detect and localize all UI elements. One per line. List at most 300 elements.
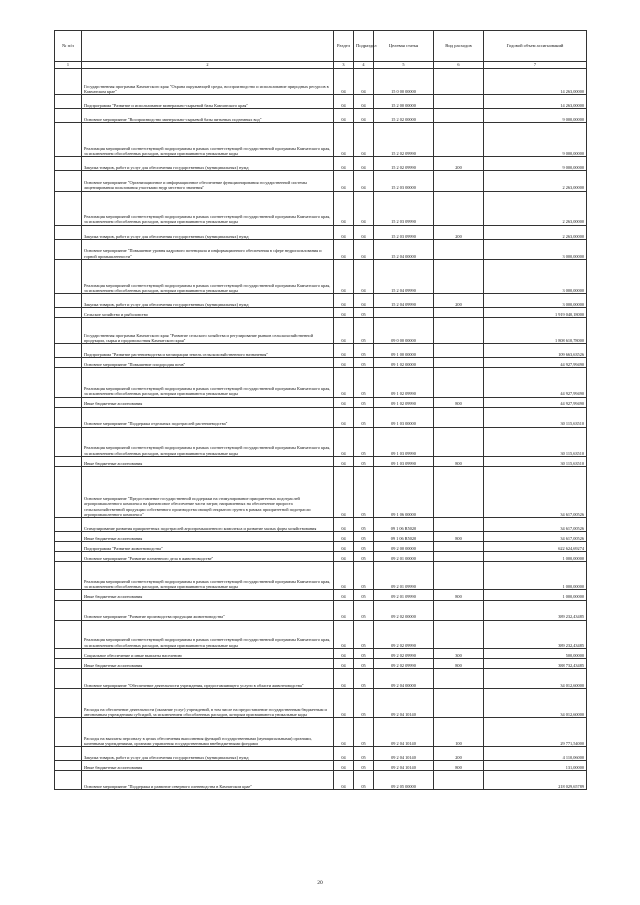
- row-razdel-cell: 04: [334, 668, 354, 688]
- table-row: [55, 456, 587, 466]
- row-number-cell: [55, 532, 82, 542]
- row-target-article-cell: 15 2 04 09990: [374, 259, 434, 293]
- header-razdel: Раздел: [334, 31, 354, 62]
- row-expense-type-cell: [434, 407, 484, 427]
- row-expense-type-cell: [434, 542, 484, 552]
- row-podrazdel-cell: 05: [354, 308, 374, 318]
- row-podrazdel-cell: 05: [354, 318, 374, 344]
- column-index: 3: [334, 62, 354, 69]
- row-name-cell: Иные бюджетные ассигнования: [82, 532, 334, 542]
- row-expense-type-cell: [434, 95, 484, 109]
- row-razdel-cell: 04: [334, 590, 354, 600]
- row-name-cell: Иные бюджетные ассигнования: [82, 761, 334, 771]
- row-annual-total-cell: 388 732,43485: [484, 658, 587, 668]
- row-podrazdel-cell: 05: [354, 761, 374, 771]
- row-razdel-cell: 04: [334, 427, 354, 456]
- row-name-cell: Государственная программа Камчатского края "Охрана окружающей среды, воспроизводство и использование природных ресурсов в Камчатском крае": [82, 69, 334, 95]
- row-target-article-cell: 09 2 05 00000: [374, 771, 434, 790]
- row-expense-type-cell: 200: [434, 747, 484, 761]
- table-row: [55, 761, 587, 771]
- row-podrazdel-cell: 05: [354, 747, 374, 761]
- row-number-cell: [55, 407, 82, 427]
- row-number-cell: [55, 771, 82, 790]
- row-podrazdel-cell: 05: [354, 358, 374, 368]
- row-name-cell: Основное мероприятие "Предоставление государственной поддержки на стимулирование приоритетных подотраслей агропромышленного комплекса на финансовое обеспечение части затрат, направленных на обеспечение прироста сельскохозяйственной продукции собственного производства овощей открытого грунта в рамках приоритетной подотрасли агропромышленного комплекса": [82, 466, 334, 517]
- row-number-cell: [55, 293, 82, 307]
- row-number-cell: [55, 620, 82, 648]
- row-target-article-cell: 15 2 04 00000: [374, 239, 434, 259]
- row-podrazdel-cell: 05: [354, 648, 374, 658]
- row-razdel-cell: 04: [334, 318, 354, 344]
- row-number-cell: [55, 344, 82, 358]
- row-name-cell: Иные бюджетные ассигнования: [82, 456, 334, 466]
- row-name-cell: Закупка товаров, работ и услуг для обеспечения государственных (муниципальных) нужд: [82, 225, 334, 239]
- row-name-cell: Иные бюджетные ассигнования: [82, 658, 334, 668]
- row-target-article-cell: 15 2 00 00000: [374, 95, 434, 109]
- row-podrazdel-cell: 05: [354, 668, 374, 688]
- row-number-cell: [55, 466, 82, 517]
- row-expense-type-cell: 800: [434, 456, 484, 466]
- table-row: [55, 668, 587, 688]
- row-razdel-cell: 04: [334, 689, 354, 718]
- column-index: 2: [82, 62, 334, 69]
- row-target-article-cell: 09 2 04 10140: [374, 689, 434, 718]
- row-expense-type-cell: 200: [434, 293, 484, 307]
- row-name-cell: Расходы на обеспечение деятельности (оказание услуг) учреждений, в том числе на предоставление государственным бюджетным и автономным учреждениям субсидий, за исключением обособленных расходов, которым присваиваются уникальные коды: [82, 689, 334, 718]
- row-number-cell: [55, 562, 82, 590]
- row-podrazdel-cell: 05: [354, 517, 374, 531]
- table-row: [55, 368, 587, 397]
- row-annual-total-cell: 389 232,43485: [484, 620, 587, 648]
- row-number-cell: [55, 95, 82, 109]
- row-expense-type-cell: [434, 69, 484, 95]
- table-row: [55, 95, 587, 109]
- row-name-cell: Основное мероприятие "Повышение уровня кадрового потенциала и информационного обеспечения в сфере недропользования и горной промышленности": [82, 239, 334, 259]
- table-row: [55, 171, 587, 191]
- row-razdel-cell: 04: [334, 95, 354, 109]
- row-target-article-cell: 15 2 02 09990: [374, 157, 434, 171]
- table-row: [55, 308, 587, 318]
- table-row: [55, 718, 587, 747]
- row-target-article-cell: 15 2 02 09990: [374, 123, 434, 157]
- row-podrazdel-cell: 05: [354, 552, 374, 562]
- row-expense-type-cell: 800: [434, 532, 484, 542]
- row-target-article-cell: 09 1 02 09990: [374, 397, 434, 407]
- row-podrazdel-cell: 05: [354, 466, 374, 517]
- row-annual-total-cell: 3 000,00000: [484, 259, 587, 293]
- row-podrazdel-cell: 04: [354, 109, 374, 123]
- row-razdel-cell: 04: [334, 308, 354, 318]
- budget-table: [54, 30, 587, 790]
- row-number-cell: [55, 456, 82, 466]
- row-podrazdel-cell: 05: [354, 427, 374, 456]
- table-body: [55, 69, 587, 790]
- row-expense-type-cell: [434, 259, 484, 293]
- table-row: [55, 427, 587, 456]
- row-number-cell: [55, 69, 82, 95]
- row-razdel-cell: 04: [334, 648, 354, 658]
- table-row: [55, 771, 587, 790]
- row-razdel-cell: 04: [334, 718, 354, 747]
- row-number-cell: [55, 542, 82, 552]
- row-razdel-cell: 04: [334, 747, 354, 761]
- row-expense-type-cell: 200: [434, 157, 484, 171]
- row-target-article-cell: 09 1 06 00000: [374, 466, 434, 517]
- row-name-cell: Закупка товаров, работ и услуг для обеспечения государственных (муниципальных) нужд: [82, 747, 334, 761]
- row-razdel-cell: 04: [334, 600, 354, 620]
- row-razdel-cell: 04: [334, 456, 354, 466]
- row-razdel-cell: 04: [334, 69, 354, 95]
- row-annual-total-cell: 34 617,00526: [484, 532, 587, 542]
- row-target-article-cell: 09 2 00 00000: [374, 542, 434, 552]
- row-annual-total-cell: 1 000,00000: [484, 590, 587, 600]
- table-row: [55, 157, 587, 171]
- row-annual-total-cell: 1 919 040,18000: [484, 308, 587, 318]
- row-podrazdel-cell: 04: [354, 157, 374, 171]
- row-razdel-cell: 04: [334, 344, 354, 358]
- row-annual-total-cell: 44 927,99490: [484, 358, 587, 368]
- row-podrazdel-cell: 05: [354, 562, 374, 590]
- row-podrazdel-cell: 04: [354, 171, 374, 191]
- table-row: [55, 747, 587, 761]
- row-podrazdel-cell: 05: [354, 590, 374, 600]
- row-name-cell: Основное мероприятие "Развитие производства продукции животноводства": [82, 600, 334, 620]
- row-name-cell: Реализация мероприятий соответствующей подпрограммы в рамках соответствующей государственной программы Камчатского края, за исключением обособленных расходов, которым присваиваются уникальные коды: [82, 191, 334, 225]
- row-number-cell: [55, 157, 82, 171]
- row-annual-total-cell: 34 617,00526: [484, 517, 587, 531]
- row-razdel-cell: 04: [334, 293, 354, 307]
- row-expense-type-cell: [434, 517, 484, 531]
- row-annual-total-cell: 34 617,00526: [484, 466, 587, 517]
- row-number-cell: [55, 171, 82, 191]
- row-number-cell: [55, 308, 82, 318]
- row-number-cell: [55, 239, 82, 259]
- row-number-cell: [55, 747, 82, 761]
- table-row: [55, 239, 587, 259]
- row-expense-type-cell: [434, 600, 484, 620]
- row-expense-type-cell: [434, 318, 484, 344]
- row-podrazdel-cell: 05: [354, 689, 374, 718]
- row-name-cell: Социальное обеспечение и иные выплаты населению: [82, 648, 334, 658]
- row-number-cell: [55, 552, 82, 562]
- row-razdel-cell: 04: [334, 259, 354, 293]
- table-row: [55, 109, 587, 123]
- row-annual-total-cell: 34 012,60000: [484, 689, 587, 718]
- row-annual-total-cell: 2 263,00000: [484, 171, 587, 191]
- row-number-cell: [55, 259, 82, 293]
- row-target-article-cell: 09 1 03 09990: [374, 456, 434, 466]
- row-razdel-cell: 04: [334, 109, 354, 123]
- row-annual-total-cell: 109 663,63526: [484, 344, 587, 358]
- column-index: 7: [484, 62, 587, 69]
- row-number-cell: [55, 358, 82, 368]
- row-annual-total-cell: 29 771,54000: [484, 718, 587, 747]
- row-podrazdel-cell: 04: [354, 95, 374, 109]
- row-expense-type-cell: 800: [434, 761, 484, 771]
- row-annual-total-cell: 4 110,06000: [484, 747, 587, 761]
- row-expense-type-cell: [434, 109, 484, 123]
- table-row: [55, 590, 587, 600]
- row-annual-total-cell: 1 808 610,78000: [484, 318, 587, 344]
- row-number-cell: [55, 658, 82, 668]
- table-row: [55, 123, 587, 157]
- row-podrazdel-cell: 04: [354, 191, 374, 225]
- row-name-cell: Основное мероприятие "Организационное и информационное обеспечение функционирования государственной системы лицензирования пользования участками недр местного значения": [82, 171, 334, 191]
- row-expense-type-cell: [434, 771, 484, 790]
- row-podrazdel-cell: 05: [354, 456, 374, 466]
- row-expense-type-cell: [434, 191, 484, 225]
- table-row: [55, 689, 587, 718]
- row-name-cell: Основное мероприятие "Обеспечение деятельности учреждения, предоставляющего услуги в области животноводства": [82, 668, 334, 688]
- row-name-cell: Реализация мероприятий соответствующей подпрограммы в рамках соответствующей государственной программы Камчатского края, за исключением обособленных расходов, которым присваиваются уникальные коды: [82, 368, 334, 397]
- row-number-cell: [55, 600, 82, 620]
- row-number-cell: [55, 689, 82, 718]
- table-row: [55, 562, 587, 590]
- row-number-cell: [55, 718, 82, 747]
- table-row: [55, 532, 587, 542]
- row-target-article-cell: 09 2 02 09990: [374, 658, 434, 668]
- row-name-cell: Реализация мероприятий соответствующей подпрограммы в рамках соответствующей государственной программы Камчатского края, за исключением обособленных расходов, которым присваиваются уникальные коды: [82, 427, 334, 456]
- row-podrazdel-cell: 05: [354, 532, 374, 542]
- row-number-cell: [55, 761, 82, 771]
- row-expense-type-cell: [434, 689, 484, 718]
- row-target-article-cell: 09 2 04 10140: [374, 747, 434, 761]
- row-name-cell: Стимулирование развития приоритетных подотраслей агропромышленного комплекса и развитие малых форм хозяйствования: [82, 517, 334, 531]
- table-row: [55, 407, 587, 427]
- header-row: [55, 31, 587, 62]
- row-annual-total-cell: 500,00000: [484, 648, 587, 658]
- row-razdel-cell: 04: [334, 466, 354, 517]
- row-razdel-cell: 04: [334, 239, 354, 259]
- row-podrazdel-cell: 04: [354, 259, 374, 293]
- row-annual-total-cell: 44 927,99490: [484, 368, 587, 397]
- row-name-cell: Подпрограмма "Развитие животноводства": [82, 542, 334, 552]
- row-annual-total-cell: 1 000,00000: [484, 552, 587, 562]
- row-number-cell: [55, 318, 82, 344]
- page-number: 20: [317, 880, 323, 886]
- table-row: [55, 344, 587, 358]
- table-row: [55, 658, 587, 668]
- row-annual-total-cell: 2 263,00000: [484, 191, 587, 225]
- row-razdel-cell: 04: [334, 397, 354, 407]
- table-row: [55, 358, 587, 368]
- row-razdel-cell: 04: [334, 225, 354, 239]
- row-annual-total-cell: 9 000,00000: [484, 123, 587, 157]
- table-row: [55, 648, 587, 658]
- row-annual-total-cell: 14 263,00000: [484, 69, 587, 95]
- row-razdel-cell: 04: [334, 123, 354, 157]
- row-name-cell: Закупка товаров, работ и услуг для обеспечения государственных (муниципальных) нужд: [82, 157, 334, 171]
- row-podrazdel-cell: 04: [354, 225, 374, 239]
- row-annual-total-cell: 2 263,00000: [484, 225, 587, 239]
- row-expense-type-cell: 200: [434, 225, 484, 239]
- row-name-cell: Реализация мероприятий соответствующей подпрограммы в рамках соответствующей государственной программы Камчатского края, за исключением обособленных расходов, которым присваиваются уникальные коды: [82, 259, 334, 293]
- row-podrazdel-cell: 05: [354, 600, 374, 620]
- row-name-cell: Основное мероприятие "Повышение плодородия почв": [82, 358, 334, 368]
- table-row: [55, 466, 587, 517]
- row-name-cell: Реализация мероприятий соответствующей подпрограммы в рамках соответствующей государственной программы Камчатского края, за исключением обособленных расходов, которым присваиваются уникальные коды: [82, 562, 334, 590]
- table-row: [55, 552, 587, 562]
- row-podrazdel-cell: 05: [354, 542, 374, 552]
- row-target-article-cell: 09 0 00 00000: [374, 318, 434, 344]
- table-row: [55, 542, 587, 552]
- row-target-article-cell: 09 1 02 09990: [374, 368, 434, 397]
- row-razdel-cell: 04: [334, 407, 354, 427]
- row-annual-total-cell: 14 263,00000: [484, 95, 587, 109]
- column-index: 1: [55, 62, 82, 69]
- row-expense-type-cell: [434, 123, 484, 157]
- column-index: 4: [354, 62, 374, 69]
- row-podrazdel-cell: 05: [354, 771, 374, 790]
- header-target-article: Целевая статья: [374, 31, 434, 62]
- row-target-article-cell: 09 1 00 00000: [374, 344, 434, 358]
- row-expense-type-cell: [434, 562, 484, 590]
- row-number-cell: [55, 109, 82, 123]
- row-expense-type-cell: 800: [434, 590, 484, 600]
- row-expense-type-cell: [434, 552, 484, 562]
- row-annual-total-cell: 622 624,69274: [484, 542, 587, 552]
- row-number-cell: [55, 397, 82, 407]
- table-row: [55, 293, 587, 307]
- row-podrazdel-cell: 05: [354, 397, 374, 407]
- header-podrazdel: Подраздел: [354, 31, 374, 62]
- row-podrazdel-cell: 04: [354, 239, 374, 259]
- row-name-cell: Государственная программа Камчатского края "Развитие сельского хозяйства и регулирование рынков сельскохозяйственной продукции, сырья и продовольствия Камчатского края": [82, 318, 334, 344]
- row-annual-total-cell: 30 115,63510: [484, 407, 587, 427]
- row-annual-total-cell: 34 012,60000: [484, 668, 587, 688]
- row-annual-total-cell: 218 029,65789: [484, 771, 587, 790]
- row-razdel-cell: 04: [334, 552, 354, 562]
- row-name-cell: Основное мероприятие "Поддержка и развитие северного оленеводства в Камчатском крае": [82, 771, 334, 790]
- row-expense-type-cell: 800: [434, 658, 484, 668]
- row-target-article-cell: 09 2 01 00000: [374, 552, 434, 562]
- row-name-cell: Иные бюджетные ассигнования: [82, 397, 334, 407]
- row-expense-type-cell: [434, 171, 484, 191]
- row-number-cell: [55, 648, 82, 658]
- row-podrazdel-cell: 05: [354, 620, 374, 648]
- row-annual-total-cell: 1 000,00000: [484, 562, 587, 590]
- row-target-article-cell: 09 2 04 10140: [374, 718, 434, 747]
- row-name-cell: Подпрограмма "Развитие и использование минерально-сырьевой базы Камчатского края": [82, 95, 334, 109]
- row-target-article-cell: 09 1 03 00000: [374, 407, 434, 427]
- row-name-cell: Расходы на выплаты персоналу в целях обеспечения выполнения функций государственными (муниципальными) органами, казенными учреждениями, органами управления государственными внебюджетными фондами: [82, 718, 334, 747]
- row-target-article-cell: 09 2 04 10140: [374, 761, 434, 771]
- row-name-cell: Иные бюджетные ассигнования: [82, 590, 334, 600]
- row-number-cell: [55, 668, 82, 688]
- row-razdel-cell: 04: [334, 358, 354, 368]
- row-annual-total-cell: 9 000,00000: [484, 157, 587, 171]
- row-expense-type-cell: [434, 427, 484, 456]
- row-target-article-cell: 09 2 01 09990: [374, 562, 434, 590]
- row-number-cell: [55, 191, 82, 225]
- table-row: [55, 600, 587, 620]
- table-row: [55, 397, 587, 407]
- row-expense-type-cell: [434, 358, 484, 368]
- row-annual-total-cell: 389 232,43485: [484, 600, 587, 620]
- row-annual-total-cell: 30 115,63510: [484, 427, 587, 456]
- row-expense-type-cell: [434, 620, 484, 648]
- row-annual-total-cell: 9 000,00000: [484, 109, 587, 123]
- row-expense-type-cell: [434, 308, 484, 318]
- row-number-cell: [55, 590, 82, 600]
- row-name-cell: Основное мероприятие "Развитие племенного дела в животноводстве": [82, 552, 334, 562]
- table-row: [55, 620, 587, 648]
- row-target-article-cell: 09 2 02 09990: [374, 620, 434, 648]
- row-razdel-cell: 04: [334, 542, 354, 552]
- row-expense-type-cell: 100: [434, 718, 484, 747]
- row-razdel-cell: 04: [334, 368, 354, 397]
- row-name-cell: Основное мероприятие "Поддержка отдельных подотраслей растениеводства": [82, 407, 334, 427]
- row-podrazdel-cell: 04: [354, 123, 374, 157]
- row-target-article-cell: 09 1 06 R5020: [374, 532, 434, 542]
- column-index-row: [55, 62, 587, 69]
- row-number-cell: [55, 368, 82, 397]
- row-expense-type-cell: 800: [434, 397, 484, 407]
- table-row: [55, 259, 587, 293]
- row-podrazdel-cell: 04: [354, 293, 374, 307]
- row-name-cell: Сельское хозяйство и рыболовство: [82, 308, 334, 318]
- budget-table-container: [54, 30, 586, 790]
- row-podrazdel-cell: 05: [354, 658, 374, 668]
- row-name-cell: Закупка товаров, работ и услуг для обеспечения государственных (муниципальных) нужд: [82, 293, 334, 307]
- table-row: [55, 517, 587, 531]
- row-annual-total-cell: 44 927,99490: [484, 397, 587, 407]
- row-razdel-cell: 04: [334, 517, 354, 531]
- row-expense-type-cell: [434, 344, 484, 358]
- row-target-article-cell: 09 1 06 R5020: [374, 517, 434, 531]
- table-row: [55, 318, 587, 344]
- row-annual-total-cell: 3 000,00000: [484, 239, 587, 259]
- row-number-cell: [55, 517, 82, 531]
- row-name-cell: Реализация мероприятий соответствующей подпрограммы в рамках соответствующей государственной программы Камчатского края, за исключением обособленных расходов, которым присваиваются уникальные коды: [82, 123, 334, 157]
- column-index: 5: [374, 62, 434, 69]
- row-annual-total-cell: 131,00000: [484, 761, 587, 771]
- table-row: [55, 191, 587, 225]
- row-razdel-cell: 04: [334, 157, 354, 171]
- row-target-article-cell: 09 2 02 00000: [374, 600, 434, 620]
- row-razdel-cell: 04: [334, 771, 354, 790]
- row-razdel-cell: 04: [334, 532, 354, 542]
- row-annual-total-cell: 30 115,63510: [484, 456, 587, 466]
- row-target-article-cell: 09 2 01 09990: [374, 590, 434, 600]
- row-podrazdel-cell: 05: [354, 407, 374, 427]
- row-target-article-cell: 15 2 03 09990: [374, 191, 434, 225]
- row-name-cell: Реализация мероприятий соответствующей подпрограммы в рамках соответствующей государственной программы Камчатского края, за исключением обособленных расходов, которым присваиваются уникальные коды: [82, 620, 334, 648]
- row-target-article-cell: 09 2 04 00000: [374, 668, 434, 688]
- row-target-article-cell: 09 1 03 09990: [374, 427, 434, 456]
- header-annual-total: Годовой объем ассигнований: [484, 31, 587, 62]
- table-row: [55, 225, 587, 239]
- row-podrazdel-cell: 05: [354, 344, 374, 358]
- table-row: [55, 69, 587, 95]
- row-razdel-cell: 04: [334, 620, 354, 648]
- row-target-article-cell: 15 2 03 09990: [374, 225, 434, 239]
- row-expense-type-cell: 300: [434, 648, 484, 658]
- row-expense-type-cell: [434, 368, 484, 397]
- row-name-cell: Подпрограмма "Развитие растениеводства и мелиорации земель сельскохозяйственного назначения": [82, 344, 334, 358]
- row-target-article-cell: 09 1 02 00000: [374, 358, 434, 368]
- row-razdel-cell: 04: [334, 562, 354, 590]
- row-target-article-cell: 15 2 02 00000: [374, 109, 434, 123]
- row-target-article-cell: [374, 308, 434, 318]
- row-podrazdel-cell: 05: [354, 368, 374, 397]
- row-expense-type-cell: [434, 466, 484, 517]
- row-razdel-cell: 04: [334, 191, 354, 225]
- row-name-cell: Основное мероприятие "Воспроизводство минерально-сырьевой базы питьевых подземных вод": [82, 109, 334, 123]
- row-razdel-cell: 04: [334, 761, 354, 771]
- row-expense-type-cell: [434, 239, 484, 259]
- row-annual-total-cell: 3 000,00000: [484, 293, 587, 307]
